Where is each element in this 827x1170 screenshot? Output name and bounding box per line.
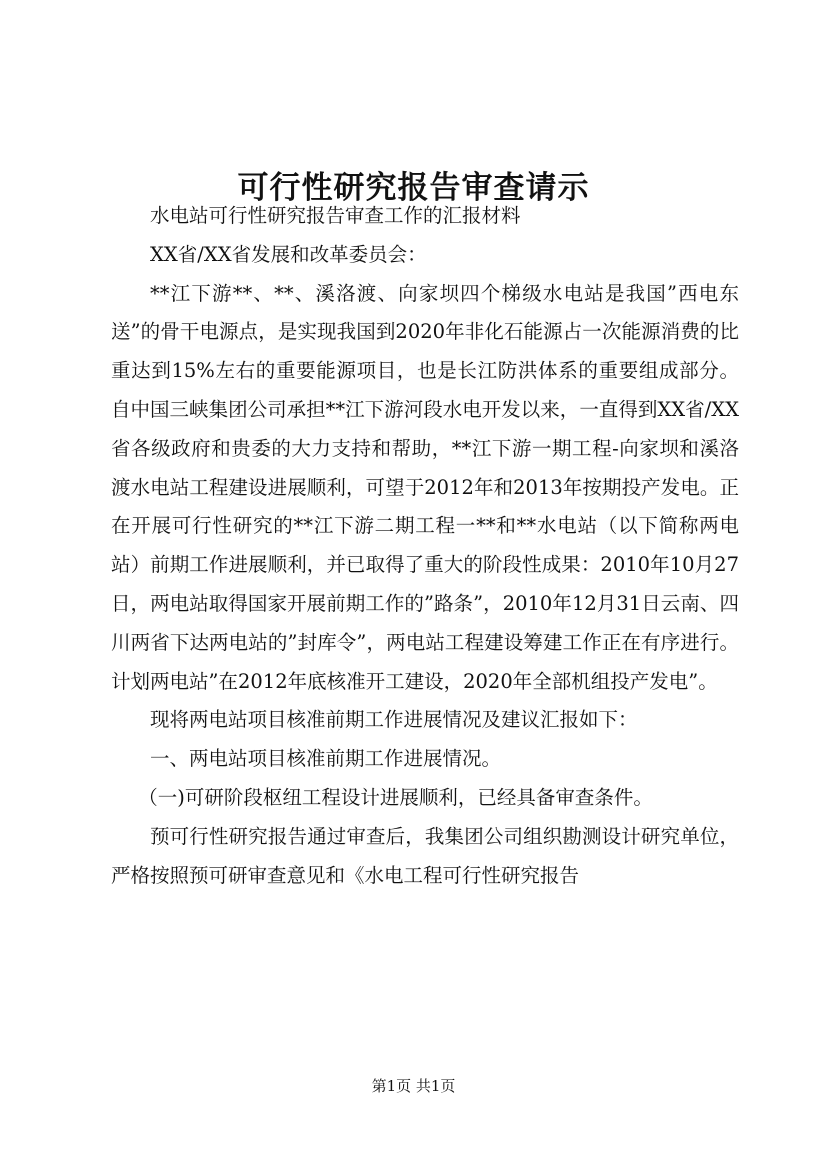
paragraph-intro: **江下游**、**、溪洛渡、向家坝四个梯级水电站是我国”西电东送”的骨干电源点，是实现我国到2020年非化石能源占一次能源消费的比重达到15%左右的重要能源项目，也是长江防洪体系的重要组成部分。自中国三峡集团公司承担**江下游河段水电开发以来，一直得到XX省/XX省各级政府和贵委的大力支持和帮助，**江下游一期工程-向家坝和溪洛渡水电站工程建设进展顺利，可望于2012年和2013年按期投产发电。正在开展可行性研究的**江下游二期工程一**和**水电站（以下简称两电站）前期工作进展顺利，并已取得了重大的阶段性成果：2010年10月27日，两电站取得国家开展前期工作的”路条”，2010年12月31日云南、四川两省下达两电站的”封库令”，两电站工程建设筹建工作正在有序进行。计划两电站”在2012年底核准开工建设，2020年全部机组投产发电”。	[111, 281, 739, 693]
page-number-footer: 第1页 共1页	[371, 1077, 456, 1095]
document-title: 可行性研究报告审查请示	[237, 169, 590, 206]
salutation-line: XX省/XX省发展和改革委员会：	[150, 242, 427, 266]
paragraph-feasibility: 预可行性研究报告通过审查后，我集团公司组织勘测设计研究单位，严格按照预可研审查意见和《水电工程可行性研究报告	[111, 824, 739, 887]
section-heading-1: 一、两电站项目核准前期工作进展情况。	[150, 747, 502, 771]
subsection-heading-1: （一)可研阶段枢纽工程设计进展顺利，已经具备审查条件。	[138, 785, 653, 809]
subtitle-line: 水电站可行性研究报告审查工作的汇报材料	[150, 204, 521, 227]
paragraph-summary: 现将两电站项目核准前期工作进展情况及建议汇报如下：	[150, 708, 638, 732]
document-body	[111, 197, 739, 895]
